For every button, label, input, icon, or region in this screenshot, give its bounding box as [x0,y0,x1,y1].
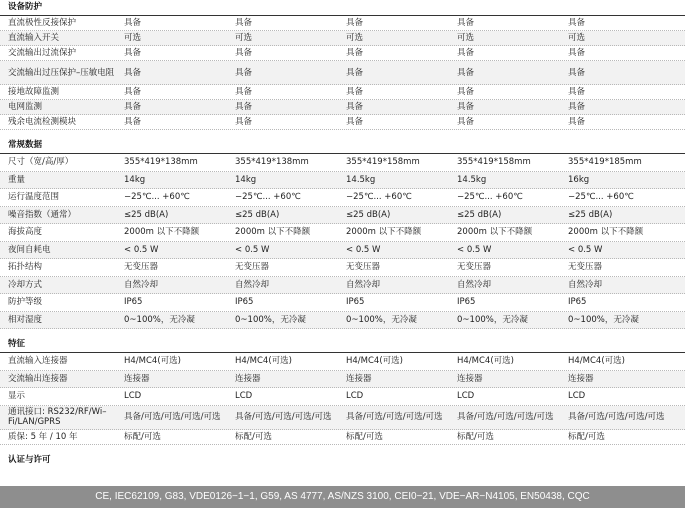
row-value: 可选 [346,33,364,43]
features-section [0,337,685,445]
row-value: 2000m 以下不降额 [457,227,533,238]
row-value: H4/MC4(可选) [346,356,403,367]
row-value: 具备 [568,102,586,112]
row-value: 具备 [457,18,475,28]
row-value: 自然冷却 [346,279,381,290]
row-label: 接地故障监测 [8,87,60,97]
row-value: 14.5kg [346,174,376,185]
row-value: 2000m 以下不降额 [124,227,200,238]
row-value: LCD [568,391,586,402]
row-label: 相对湿度 [8,314,43,325]
row-value: ≤25 dB(A) [124,209,169,220]
row-value: 连接器 [346,373,372,384]
row-value: 标配/可选 [568,431,605,442]
table-row [0,85,685,100]
table-row [0,406,685,430]
row-value: H4/MC4(可选) [235,356,292,367]
row-label: 冷却方式 [8,279,43,290]
table-row [0,207,685,225]
general-rows [0,154,685,329]
table-row [0,388,685,406]
row-value: 连接器 [568,373,594,384]
row-value: 具备 [124,48,142,58]
row-value: 具备 [124,18,142,28]
general-section [0,138,685,329]
row-value: ≤25 dB(A) [235,209,280,220]
table-row [0,46,685,61]
row-value: −25℃... +60℃ [568,192,634,203]
row-value: 具备 [568,48,586,58]
row-value: 2000m 以下不降额 [235,227,311,238]
row-label: 直流极性反接保护 [8,18,77,28]
row-value: IP65 [346,297,365,308]
row-value: 具备/可选/可选/可选/可选 [235,412,332,422]
row-value: 14kg [235,174,257,185]
row-label: 海拔高度 [8,227,43,238]
row-value: 可选 [124,33,142,43]
section-title-certification: 认证与许可 [8,454,51,465]
row-value: LCD [457,391,475,402]
section-title-protection: 设备防护 [0,0,685,16]
row-value: LCD [124,391,142,402]
table-row [0,430,685,445]
table-row [0,242,685,260]
row-value: 0~100%，无冷凝 [235,314,306,325]
section-gap [0,329,685,337]
row-value: < 0.5 W [568,244,603,255]
row-value: 具备 [457,67,475,78]
row-value: −25℃... +60℃ [457,192,523,203]
row-value: 具备/可选/可选/可选/可选 [457,412,554,422]
table-row [0,154,685,172]
row-label: 显示 [8,391,26,402]
row-value: ≤25 dB(A) [568,209,613,220]
row-value: 具备 [568,67,586,78]
row-value: IP65 [235,297,254,308]
row-label: 交流输出过压保护–压敏电阻 [8,67,115,78]
row-value: < 0.5 W [346,244,381,255]
row-label: 防护等级 [8,297,43,308]
row-value: 355*419*138mm [235,157,309,168]
row-label: 电网监测 [8,102,43,112]
row-value: 无变压器 [457,262,492,273]
certification-section [0,453,685,468]
row-value: 无变压器 [346,262,381,273]
row-value: 具备 [568,87,586,97]
row-value: IP65 [124,297,143,308]
row-value: 0~100%，无冷凝 [457,314,528,325]
row-label: 夜间自耗电 [8,244,51,255]
row-value: 具备 [124,117,142,127]
row-value: 0~100%，无冷凝 [124,314,195,325]
row-value: 具备/可选/可选/可选/可选 [346,412,443,422]
row-value: 自然冷却 [124,279,159,290]
row-label: 质保: 5 年 / 10 年 [8,431,78,442]
row-value: 具备/可选/可选/可选/可选 [568,412,665,422]
row-value: 可选 [235,33,253,43]
table-row [0,115,685,130]
row-value: LCD [346,391,364,402]
row-value: 具备 [346,87,364,97]
row-value: 具备 [346,18,364,28]
row-value: 自然冷却 [457,279,492,290]
row-value: 14kg [124,174,146,185]
row-value: 连接器 [457,373,483,384]
row-value: < 0.5 W [457,244,492,255]
row-value: 具备 [346,102,364,112]
features-rows [0,353,685,445]
row-value: 0~100%，无冷凝 [568,314,639,325]
row-value: 14.5kg [457,174,487,185]
table-row [0,31,685,46]
row-value: 具备 [124,87,142,97]
row-value: 具备 [235,87,253,97]
row-value: 355*419*158mm [457,157,531,168]
row-value: 无变压器 [235,262,270,273]
table-row [0,100,685,115]
row-value: 0~100%，无冷凝 [346,314,417,325]
protection-rows [0,16,685,130]
row-value: 可选 [568,33,586,43]
row-value: 具备 [568,117,586,127]
row-label: 重量 [8,174,26,185]
row-value: −25℃... +60℃ [235,192,301,203]
section-gap [0,130,685,138]
row-value: 无变压器 [568,262,603,273]
row-value: 具备 [346,117,364,127]
row-value: < 0.5 W [235,244,270,255]
table-row [0,16,685,31]
table-row [0,353,685,371]
table-row [0,294,685,312]
row-value: 标配/可选 [124,431,161,442]
row-value: H4/MC4(可选) [568,356,625,367]
table-row [0,189,685,207]
row-value: 自然冷却 [568,279,603,290]
row-label: 噪音指数（通常） [8,209,77,220]
table-row [0,312,685,330]
certification-list: CE, IEC62109, G83, VDE0126−1−1, G59, AS 4777, AS/NZS 3100, CEI0−21, VDE−AR−N4105, EN50438, CQC [0,486,685,508]
row-value: 具备 [346,48,364,58]
row-value: LCD [235,391,253,402]
table-row [0,259,685,277]
row-label: 直流输入开关 [8,33,60,43]
section-gap [0,445,685,453]
row-value: −25℃... +60℃ [124,192,190,203]
protection-section [0,0,685,130]
row-value: 标配/可选 [235,431,272,442]
row-label: 拓扑结构 [8,262,43,273]
row-label: 尺寸（宽/高/厚） [8,157,74,168]
table-row [0,277,685,295]
row-value: 无变压器 [124,262,159,273]
row-value: 具备 [124,67,142,78]
row-value: 连接器 [124,373,150,384]
row-value: 355*419*138mm [124,157,198,168]
table-row [0,224,685,242]
row-value: ≤25 dB(A) [346,209,391,220]
row-value: 标配/可选 [346,431,383,442]
row-label: 交流输出过流保护 [8,48,77,58]
table-row [0,172,685,190]
row-value: H4/MC4(可选) [457,356,514,367]
table-row [0,61,685,85]
row-value: 具备 [457,48,475,58]
row-label: 运行温度范围 [8,192,60,203]
row-label: 通讯接口: RS232/RF/Wi–Fi/LAN/GPRS [8,407,107,427]
row-label: 直流输入连接器 [8,356,68,367]
row-value: 2000m 以下不降额 [568,227,644,238]
row-value: 可选 [457,33,475,43]
row-value: H4/MC4(可选) [124,356,181,367]
row-value: 具备 [235,48,253,58]
row-value: −25℃... +60℃ [346,192,412,203]
row-value: IP65 [568,297,587,308]
row-value: 具备 [124,102,142,112]
row-value: ≤25 dB(A) [457,209,502,220]
row-value: 连接器 [235,373,261,384]
row-value: 具备 [346,67,364,78]
row-label: 交流输出连接器 [8,373,68,384]
row-value: 具备 [235,18,253,28]
row-value: 具备/可选/可选/可选/可选 [124,412,221,422]
row-value: 具备 [457,117,475,127]
row-value: 355*419*158mm [346,157,420,168]
row-value: 自然冷却 [235,279,270,290]
row-value: 具备 [235,102,253,112]
row-value: 标配/可选 [457,431,494,442]
row-value: 16kg [568,174,590,185]
table-row [0,371,685,389]
row-value: 具备 [235,67,253,78]
row-value: 具备 [457,102,475,112]
row-value: IP65 [457,297,476,308]
section-title-features: 特征 [0,337,685,353]
row-value: 具备 [235,117,253,127]
row-value: 具备 [568,18,586,28]
section-title-general: 常规数据 [0,138,685,154]
row-value: 具备 [457,87,475,97]
row-value: < 0.5 W [124,244,159,255]
row-value: 355*419*185mm [568,157,642,168]
row-label: 残余电流检测模块 [8,117,77,127]
row-value: 2000m 以下不降额 [346,227,422,238]
